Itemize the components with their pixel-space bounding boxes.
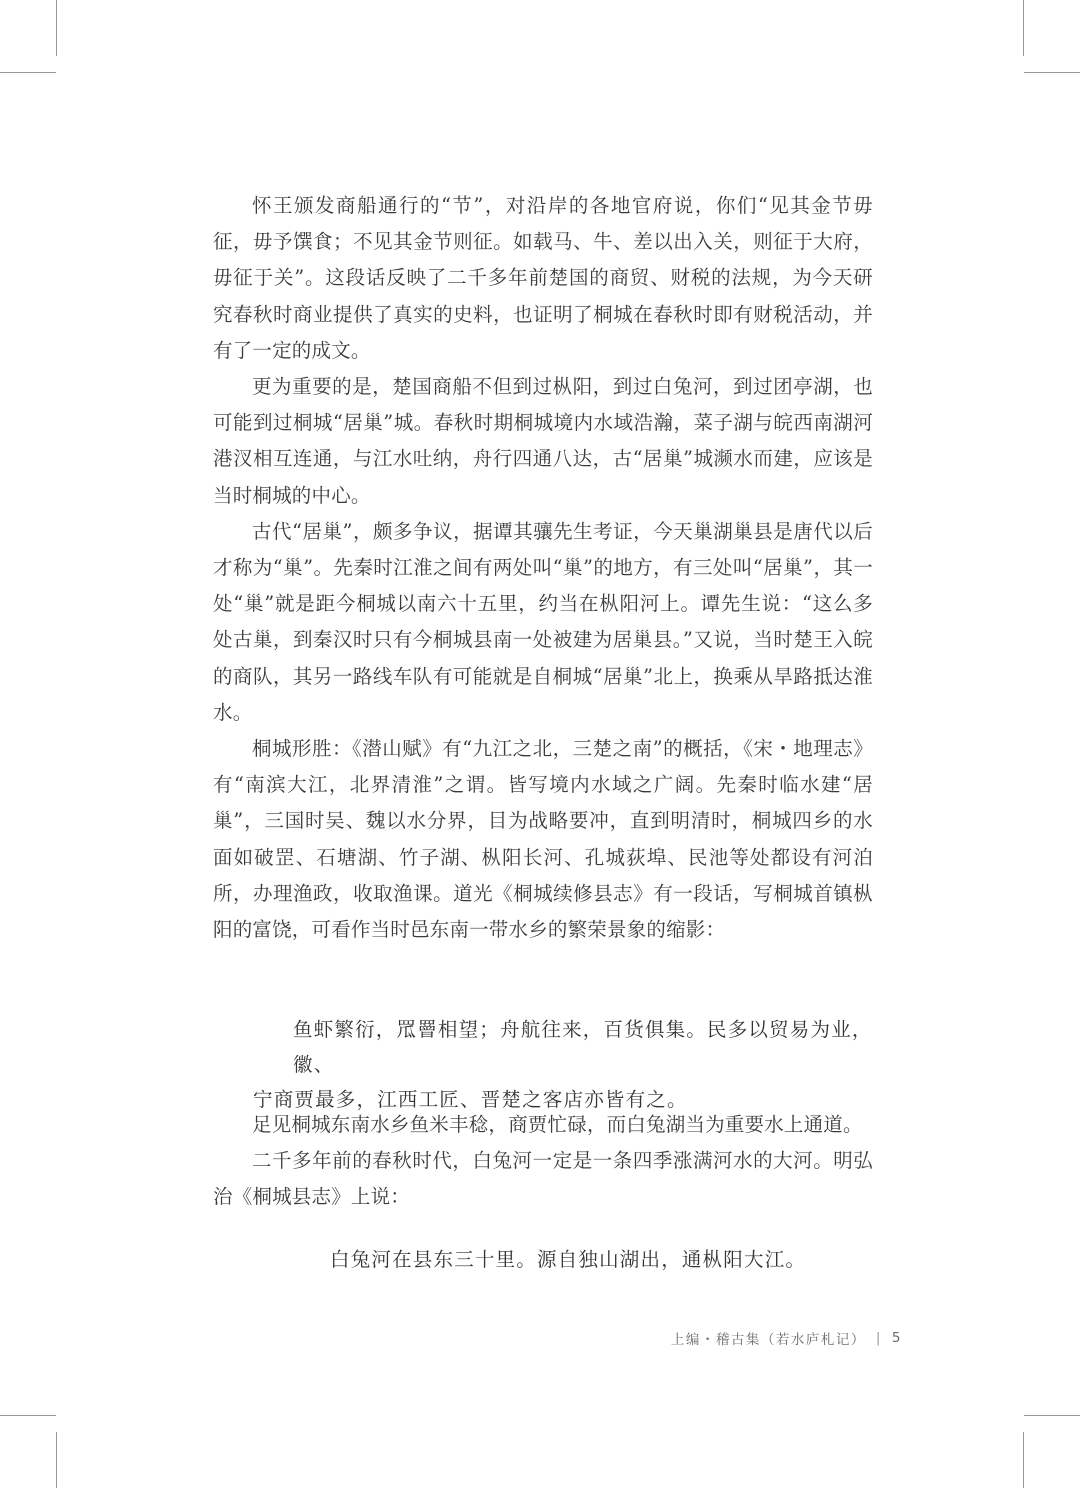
crop-mark: [1024, 1415, 1080, 1416]
quote-line: 宁商贾最多，江西工匠、晋楚之客店亦皆有之。: [253, 1088, 688, 1111]
crop-mark: [0, 72, 56, 73]
footer-separator: |: [875, 1330, 882, 1346]
crop-mark: [1023, 1432, 1024, 1488]
body-text: [213, 1107, 873, 1216]
crop-mark: [0, 1415, 56, 1416]
crop-mark: [1023, 0, 1024, 56]
page-number: 5: [891, 1330, 902, 1346]
running-head: 上编・稽古集（若水庐札记）: [670, 1332, 866, 1348]
block-quote: [213, 1242, 873, 1277]
paragraph: 更为重要的是，楚国商船不但到过枞阳，到过白兔河，到过团亭湖，也可能到过桐城“居巢”城。春秋时期桐城境内水域浩瀚，菜子湖与皖西南湖河港汊相互连通，与江水吐纳，舟行四通八达，古“居巢”城濒水而建，应该是当时桐城的中心。: [213, 375, 873, 507]
crop-mark: [56, 1432, 57, 1488]
quote-line: 鱼虾繁衍，罛罾相望；舟航往来，百货俱集。民多以贸易为业，徽、: [293, 1018, 873, 1076]
paragraph: 桐城形胜：《潜山赋》有“九江之北，三楚之南”的概括，《宋・地理志》有“南滨大江，北界清淮”之谓。皆写境内水域之广阔。先秦时临水建“居巢”，三国时吴、魏以水分界，目为战略要冲，直到明清时，桐城四乡的水面如破罡、石塘湖、竹子湖、枞阳长河、孔城荻埠、民池等处都设有河泊所，办理渔政，收取渔课。道光《桐城续修县志》有一段话，写桐城首镇枞阳的富饶，可看作当时邑东南一带水乡的繁荣景象的缩影：: [213, 737, 873, 942]
quote-line: 白兔河在县东三十里。源自独山湖出，通枞阳大江。: [330, 1248, 807, 1271]
crop-mark: [56, 0, 57, 56]
body-text: [213, 188, 873, 948]
paragraph: 足见桐城东南水乡鱼米丰稔，商贾忙碌，而白兔湖当为重要水上通道。: [252, 1113, 863, 1136]
block-quote: [213, 1012, 873, 1117]
paragraph: 二千多年前的春秋时代，白兔河一定是一条四季涨满河水的大河。明弘治《桐城县志》上说：: [213, 1149, 873, 1209]
paragraph: 古代“居巢”，颇多争议，据谭其骧先生考证，今天巢湖巢县是唐代以后才称为“巢”。先秦时江淮之间有两处叫“巢”的地方，有三处叫“居巢”，其一处“巢”就是距今桐城以南六十五里，约当在枞阳河上。谭先生说：“这么多处古巢，到秦汉时只有今桐城县南一处被建为居巢县。”又说，当时楚王入皖的商队，其另一路线车队有可能就是自桐城“居巢”北上，换乘从旱路抵达淮水。: [213, 519, 873, 724]
paragraph: 怀王颁发商船通行的“节”，对沿岸的各地官府说，你们“见其金节毋征，毋予馔食；不见其金节则征。如载马、牛、差以出入关，则征于大府，毋征于关”。这段话反映了二千多年前楚国的商贸、财税的法规，为今天研究春秋时商业提供了真实的史料，也证明了桐城在春秋时即有财税活动，并有了一定的成文。: [213, 194, 873, 362]
crop-mark: [1024, 72, 1080, 73]
running-footer: [671, 1328, 902, 1348]
